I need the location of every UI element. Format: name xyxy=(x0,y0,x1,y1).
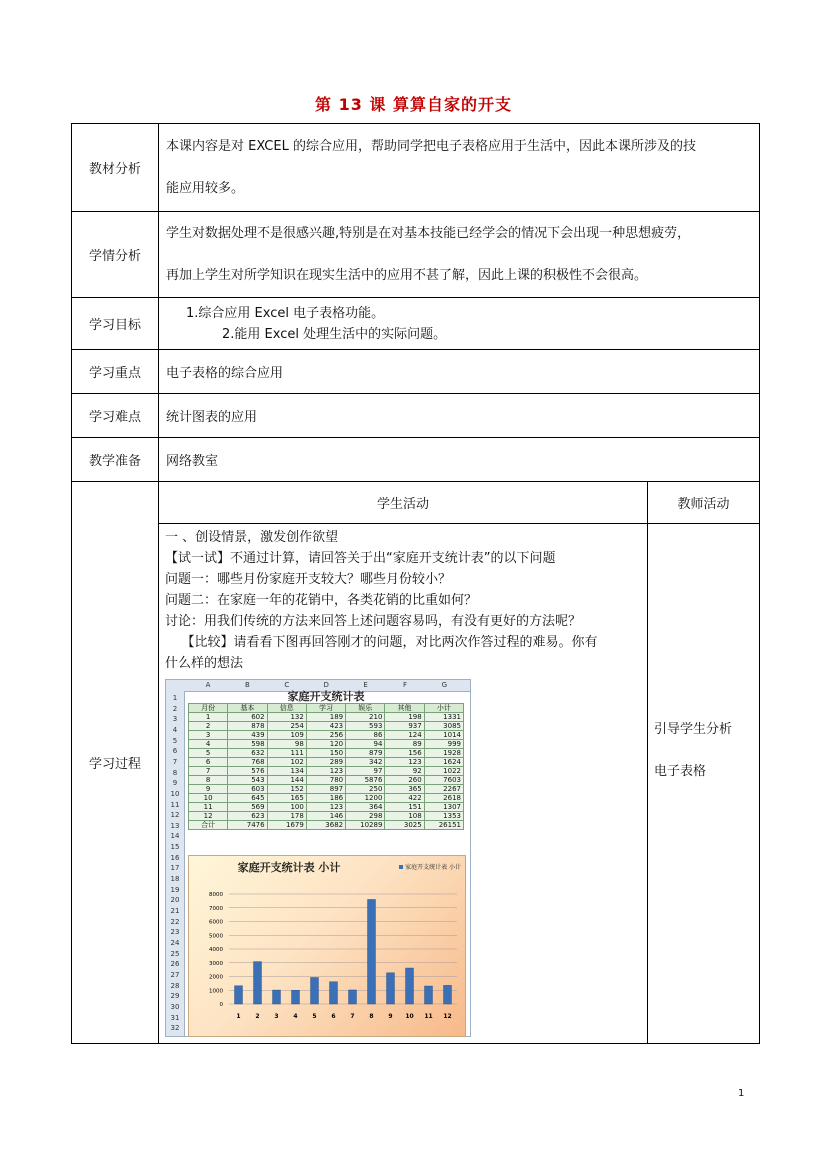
row-difficulties xyxy=(72,394,760,438)
grid-cell: 342 xyxy=(346,758,385,767)
grid-cell: 9 xyxy=(189,785,228,794)
grid-cell: 645 xyxy=(228,794,267,803)
grid-cell: 3 xyxy=(189,731,228,740)
grid-cell: 123 xyxy=(385,758,424,767)
row-number: 17 xyxy=(170,864,180,873)
column-letter: D xyxy=(323,681,329,689)
x-tick-label: 8 xyxy=(369,1013,374,1020)
grid-cell: 3085 xyxy=(424,722,463,731)
grid-cell: 768 xyxy=(228,758,267,767)
grid-cell: 2267 xyxy=(424,785,463,794)
content-line: 【试一试】不通过计算，请回答关于出“家庭开支统计表”的以下问题 xyxy=(165,551,556,566)
bar xyxy=(444,985,452,1004)
grid-cell: 1679 xyxy=(267,821,306,830)
grid-cell: 878 xyxy=(228,722,267,731)
content-line: 引导学生分析 xyxy=(654,722,733,737)
row-number: 29 xyxy=(170,992,180,1001)
row-number: 32 xyxy=(170,1024,180,1033)
grid-cell: 111 xyxy=(267,749,306,758)
grid-cell: 26151 xyxy=(424,821,463,830)
grid-cell: 289 xyxy=(306,758,345,767)
content-line: 再加上学生对所学知识在现实生活中的应用不甚了解，因此上课的积极性不会很高。 xyxy=(166,267,648,283)
grid-cell: 422 xyxy=(385,794,424,803)
table-row xyxy=(189,767,464,776)
row-learning-goals xyxy=(72,298,760,350)
grid-cell: 7 xyxy=(189,767,228,776)
row-number: 7 xyxy=(172,757,178,766)
teacher-activity-content xyxy=(648,524,760,1044)
grid-cell: 569 xyxy=(228,803,267,812)
column-letter: C xyxy=(284,681,290,689)
column-letter: A xyxy=(205,681,211,689)
table-row xyxy=(189,794,464,803)
x-tick-label: 2 xyxy=(255,1013,260,1020)
bar xyxy=(368,899,376,1004)
grid-cell: 623 xyxy=(228,812,267,821)
x-tick-label: 7 xyxy=(350,1013,355,1020)
row-number: 1 xyxy=(172,694,178,702)
grid-cell: 92 xyxy=(385,767,424,776)
grid-cell: 8 xyxy=(189,776,228,785)
row-label: 学情分析 xyxy=(72,212,159,298)
y-tick-label: 0 xyxy=(219,1002,223,1008)
content-line: 能应用较多。 xyxy=(166,180,245,196)
x-tick-label: 12 xyxy=(443,1013,452,1020)
grid-cell: 879 xyxy=(346,749,385,758)
expense-grid xyxy=(188,703,464,830)
lesson-plan-table xyxy=(71,123,760,1044)
column-letter: E xyxy=(363,681,368,689)
grid-cell: 152 xyxy=(267,785,306,794)
row-key-points xyxy=(72,350,760,394)
row-number: 18 xyxy=(170,875,180,884)
x-tick-label: 10 xyxy=(405,1013,414,1020)
content-line: 讨论：用我们传统的方法来回答上述问题容易吗，有没有更好的方法呢？ xyxy=(165,614,582,629)
bar xyxy=(406,968,414,1004)
x-tick-label: 5 xyxy=(312,1013,317,1020)
content-line: 【比较】请看看下图再回答刚才的问题，对比两次作答过程的难易。你有 xyxy=(165,635,598,650)
y-tick-label: 6000 xyxy=(209,919,223,926)
grid-cell: 439 xyxy=(228,731,267,740)
row-label: 学习过程 xyxy=(72,482,159,1044)
grid-cell: 186 xyxy=(306,794,345,803)
row-content xyxy=(159,298,760,350)
content-line: 本课内容是对 EXCEL 的综合应用，帮助同学把电子表格应用于生活中，因此本课所涉及的技 xyxy=(166,138,696,154)
grid-cell: 250 xyxy=(346,785,385,794)
row-number: 28 xyxy=(170,981,180,990)
y-tick-label: 3000 xyxy=(209,960,223,967)
grid-cell: 144 xyxy=(267,776,306,785)
grid-cell: 1331 xyxy=(424,713,463,722)
x-tick-label: 4 xyxy=(293,1013,298,1020)
content-line: 什么样的想法 xyxy=(165,656,244,671)
grid-cell: 999 xyxy=(424,740,463,749)
bar xyxy=(292,990,300,1004)
grid-cell: 4 xyxy=(189,740,228,749)
grid-cell: 109 xyxy=(267,731,306,740)
grid-cell: 132 xyxy=(267,713,306,722)
row-header xyxy=(166,691,185,1036)
row-number: 6 xyxy=(172,747,178,756)
bar xyxy=(425,986,433,1004)
bar xyxy=(273,990,281,1004)
column-letter: B xyxy=(244,681,250,689)
content-line: 2.能用 Excel 处理生活中的实际问题。 xyxy=(222,326,447,342)
grid-cell: 576 xyxy=(228,767,267,776)
y-tick-label: 2000 xyxy=(209,974,223,981)
row-number: 19 xyxy=(170,885,180,894)
grid-cell: 189 xyxy=(306,713,345,722)
grid-cell: 11 xyxy=(189,803,228,812)
grid-header-cell: 基本 xyxy=(228,704,267,713)
row-preparation xyxy=(72,438,760,482)
legend-label: 家庭开支统计表 小计 xyxy=(405,864,461,871)
grid-cell: 5 xyxy=(189,749,228,758)
grid-header-cell: 信息 xyxy=(267,704,306,713)
row-number: 9 xyxy=(172,779,178,788)
grid-cell: 100 xyxy=(267,803,306,812)
grid-cell: 298 xyxy=(346,812,385,821)
row-label: 教材分析 xyxy=(72,124,159,212)
grid-cell: 2 xyxy=(189,722,228,731)
row-number: 8 xyxy=(172,768,178,777)
grid-cell: 543 xyxy=(228,776,267,785)
x-tick-label: 1 xyxy=(236,1013,241,1020)
grid-cell: 423 xyxy=(306,722,345,731)
grid-cell: 97 xyxy=(346,767,385,776)
row-number: 11 xyxy=(170,800,180,809)
row-number: 30 xyxy=(170,1002,180,1011)
row-label: 教学准备 xyxy=(72,438,159,482)
grid-header-cell: 娱乐 xyxy=(346,704,385,713)
grid-cell: 6 xyxy=(189,758,228,767)
grid-cell: 598 xyxy=(228,740,267,749)
grid-cell: 89 xyxy=(385,740,424,749)
row-label: 学习重点 xyxy=(72,350,159,394)
grid-cell: 98 xyxy=(267,740,306,749)
grid-header-cell: 月份 xyxy=(189,704,228,713)
x-tick-label: 9 xyxy=(388,1013,393,1020)
grid-cell: 937 xyxy=(385,722,424,731)
grid-cell: 632 xyxy=(228,749,267,758)
grid-cell: 1307 xyxy=(424,803,463,812)
grid-cell: 3025 xyxy=(385,821,424,830)
x-tick-label: 11 xyxy=(424,1013,433,1020)
x-tick-label: 3 xyxy=(274,1013,279,1020)
row-content: 统计图表的应用 xyxy=(159,394,760,438)
x-tick-label: 6 xyxy=(331,1013,336,1020)
column-letter: G xyxy=(441,681,448,689)
table-row xyxy=(189,785,464,794)
row-number: 22 xyxy=(170,917,180,926)
grid-cell: 1928 xyxy=(424,749,463,758)
grid-cell: 1353 xyxy=(424,812,463,821)
row-process-body xyxy=(72,524,760,1044)
grid-cell: 365 xyxy=(385,785,424,794)
content-line: 电子表格 xyxy=(654,764,707,779)
expense-chart xyxy=(188,855,466,1037)
grid-cell: 2618 xyxy=(424,794,463,803)
grid-cell: 603 xyxy=(228,785,267,794)
row-number: 27 xyxy=(170,970,180,979)
table-row xyxy=(189,821,464,830)
row-number: 15 xyxy=(170,843,180,852)
grid-cell: 165 xyxy=(267,794,306,803)
grid-header-row xyxy=(189,704,464,713)
row-number: 24 xyxy=(170,938,180,947)
chart-plot xyxy=(189,856,465,1036)
grid-cell: 120 xyxy=(306,740,345,749)
row-number: 23 xyxy=(170,928,180,937)
grid-cell: 1022 xyxy=(424,767,463,776)
row-number: 13 xyxy=(170,821,180,830)
grid-cell: 151 xyxy=(385,803,424,812)
grid-cell: 10 xyxy=(189,794,228,803)
grid-cell: 123 xyxy=(306,803,345,812)
bar xyxy=(387,973,395,1004)
grid-cell: 156 xyxy=(385,749,424,758)
page-title: 第 13 课 算算自家的开支 xyxy=(315,95,512,114)
y-tick-label: 7000 xyxy=(209,905,223,912)
col-student-activity: 学生活动 xyxy=(159,482,648,524)
row-content: 网络教室 xyxy=(159,438,760,482)
grid-cell: 364 xyxy=(346,803,385,812)
grid-cell: 146 xyxy=(306,812,345,821)
row-textbook-analysis xyxy=(72,124,760,212)
grid-header-cell: 学习 xyxy=(306,704,345,713)
grid-cell: 5876 xyxy=(346,776,385,785)
grid-cell: 593 xyxy=(346,722,385,731)
row-number: 26 xyxy=(170,960,180,969)
grid-cell: 198 xyxy=(385,713,424,722)
row-learner-analysis xyxy=(72,212,760,298)
content-line: 一 、创设情景，激发创作欲望 xyxy=(165,530,339,545)
grid-cell: 合计 xyxy=(189,821,228,830)
row-number: 12 xyxy=(170,811,180,820)
grid-cell: 1 xyxy=(189,713,228,722)
bar xyxy=(254,962,262,1004)
grid-cell: 780 xyxy=(306,776,345,785)
col-teacher-activity: 教师活动 xyxy=(648,482,760,524)
bar xyxy=(330,982,338,1004)
table-row xyxy=(189,812,464,821)
page-number: 1 xyxy=(738,1088,745,1099)
table-row xyxy=(189,740,464,749)
grid-cell: 102 xyxy=(267,758,306,767)
grid-header-cell: 小计 xyxy=(424,704,463,713)
grid-cell: 1624 xyxy=(424,758,463,767)
bar xyxy=(349,990,357,1004)
grid-cell: 260 xyxy=(385,776,424,785)
row-number: 5 xyxy=(172,736,178,745)
row-number: 16 xyxy=(170,853,180,862)
grid-cell: 7476 xyxy=(228,821,267,830)
row-number: 25 xyxy=(170,949,180,958)
grid-cell: 178 xyxy=(267,812,306,821)
row-content: 电子表格的综合应用 xyxy=(159,350,760,394)
grid-header-cell: 其他 xyxy=(385,704,424,713)
grid-cell: 12 xyxy=(189,812,228,821)
grid-cell: 94 xyxy=(346,740,385,749)
grid-cell: 124 xyxy=(385,731,424,740)
grid-cell: 3682 xyxy=(306,821,345,830)
table-row xyxy=(189,713,464,722)
table-row xyxy=(189,722,464,731)
row-number: 2 xyxy=(172,704,178,713)
table-row xyxy=(189,758,464,767)
content-line: 问题一：哪些月份家庭开支较大？哪些月份较小？ xyxy=(165,572,452,587)
row-label: 学习难点 xyxy=(72,394,159,438)
grid-cell: 210 xyxy=(346,713,385,722)
grid-cell: 256 xyxy=(306,731,345,740)
y-tick-label: 1000 xyxy=(209,988,223,995)
sheet-title: 家庭开支统计表 xyxy=(287,690,365,703)
grid-cell: 1200 xyxy=(346,794,385,803)
grid-cell: 150 xyxy=(306,749,345,758)
y-tick-label: 5000 xyxy=(209,933,223,940)
student-activity-content xyxy=(159,524,648,1044)
grid-cell: 7603 xyxy=(424,776,463,785)
row-number: 14 xyxy=(170,832,180,841)
row-number: 20 xyxy=(170,896,180,905)
grid-cell: 86 xyxy=(346,731,385,740)
grid-cell: 108 xyxy=(385,812,424,821)
content-line: 1.综合应用 Excel 电子表格功能。 xyxy=(186,305,385,321)
spreadsheet-screenshot xyxy=(165,679,471,1037)
content-line: 问题二：在家庭一年的花销中，各类花销的比重如何？ xyxy=(165,593,478,608)
table-row xyxy=(189,731,464,740)
table-row xyxy=(189,803,464,812)
row-label: 学习目标 xyxy=(72,298,159,350)
row-process-header xyxy=(72,482,760,524)
grid-cell: 897 xyxy=(306,785,345,794)
row-number: 4 xyxy=(172,725,178,734)
table-row xyxy=(189,749,464,758)
grid-cell: 254 xyxy=(267,722,306,731)
row-content xyxy=(159,212,760,298)
row-number: 3 xyxy=(172,715,178,724)
bar xyxy=(311,977,319,1004)
y-tick-label: 8000 xyxy=(209,892,223,898)
row-content xyxy=(159,124,760,212)
grid-cell: 134 xyxy=(267,767,306,776)
grid-cell: 602 xyxy=(228,713,267,722)
grid-cell: 123 xyxy=(306,767,345,776)
content-line: 学生对数据处理不是很感兴趣,特别是在对基本技能已经学会的情况下会出现一种思想疲劳， xyxy=(166,225,691,241)
row-number: 21 xyxy=(170,907,180,915)
bar xyxy=(235,986,243,1004)
grid-cell: 10289 xyxy=(346,821,385,830)
chart-title: 家庭开支统计表 小计 xyxy=(237,861,341,874)
column-letter: F xyxy=(402,681,408,689)
row-number: 10 xyxy=(170,789,180,798)
table-row xyxy=(189,776,464,785)
grid-cell: 1014 xyxy=(424,731,463,740)
y-tick-label: 4000 xyxy=(209,947,223,953)
row-number: 31 xyxy=(170,1013,180,1022)
